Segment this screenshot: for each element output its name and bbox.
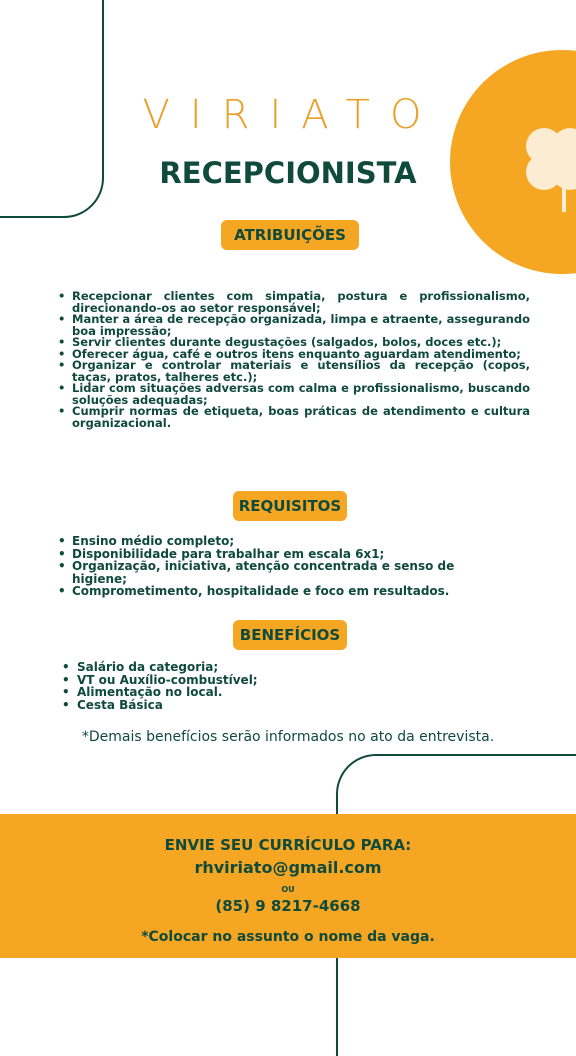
list-item: • Recepcionar clientes com simpatia, postura e profissionalismo, direcionando-os ao setor responsável; (58, 291, 530, 314)
list-item: • Cumprir normas de etiqueta, boas práticas de atendimento e cultura organizacional. (58, 406, 530, 429)
benefits-note: *Demais benefícios serão informados no ato da entrevista. (81, 729, 495, 745)
list-item: • Servir clientes durante degustações (salgados, bolos, doces etc.); (58, 337, 530, 349)
beneficios-list (62, 661, 362, 711)
list-item: • Salário da categoria; (62, 661, 362, 674)
list-item: • Lidar com situações adversas com calma e profissionalismo, buscando soluções adequadas; (58, 383, 530, 406)
list-item: • Oferecer água, café e outros itens enquanto aguardam atendimento; (58, 349, 530, 361)
list-item: • VT ou Auxílio-combustível; (62, 674, 362, 687)
list-item: • Manter a área de recepção organizada, limpa e atraente, assegurando boa impressão; (58, 314, 530, 337)
list-item: • Cesta Básica (62, 699, 362, 712)
list-item: • Disponibilidade para trabalhar em escala 6x1; (58, 548, 498, 561)
page-title: RECEPCIONISTA (159, 156, 417, 190)
list-item: • Ensino médio completo; (58, 535, 498, 548)
list-item: • Alimentação no local. (62, 686, 362, 699)
requisitos-list (58, 535, 498, 598)
contact-phone[interactable]: (85) 9 8217-4668 (215, 897, 361, 915)
brand-name: VIRIATO (142, 92, 442, 138)
footer-or: OU (281, 885, 295, 894)
list-item: • Organizar e controlar materiais e utensílios da recepção (copos, taças, pratos, talheres etc.); (58, 360, 530, 383)
atribuicoes-list (58, 291, 530, 429)
section-heading-beneficios: BENEFÍCIOS (233, 620, 347, 650)
footer-note: *Colocar no assunto o nome da vaga. (141, 929, 435, 945)
section-heading-requisitos: REQUISITOS (233, 491, 347, 521)
list-item: • Comprometimento, hospitalidade e foco em resultados. (58, 585, 498, 598)
contact-email[interactable]: rhviriato@gmail.com (194, 858, 382, 877)
list-item: • Organização, iniciativa, atenção concentrada e senso de higiene; (58, 560, 498, 585)
footer-heading: ENVIE SEU CURRÍCULO PARA: (164, 836, 412, 854)
section-heading-atribuicoes: ATRIBUIÇÕES (221, 220, 359, 250)
